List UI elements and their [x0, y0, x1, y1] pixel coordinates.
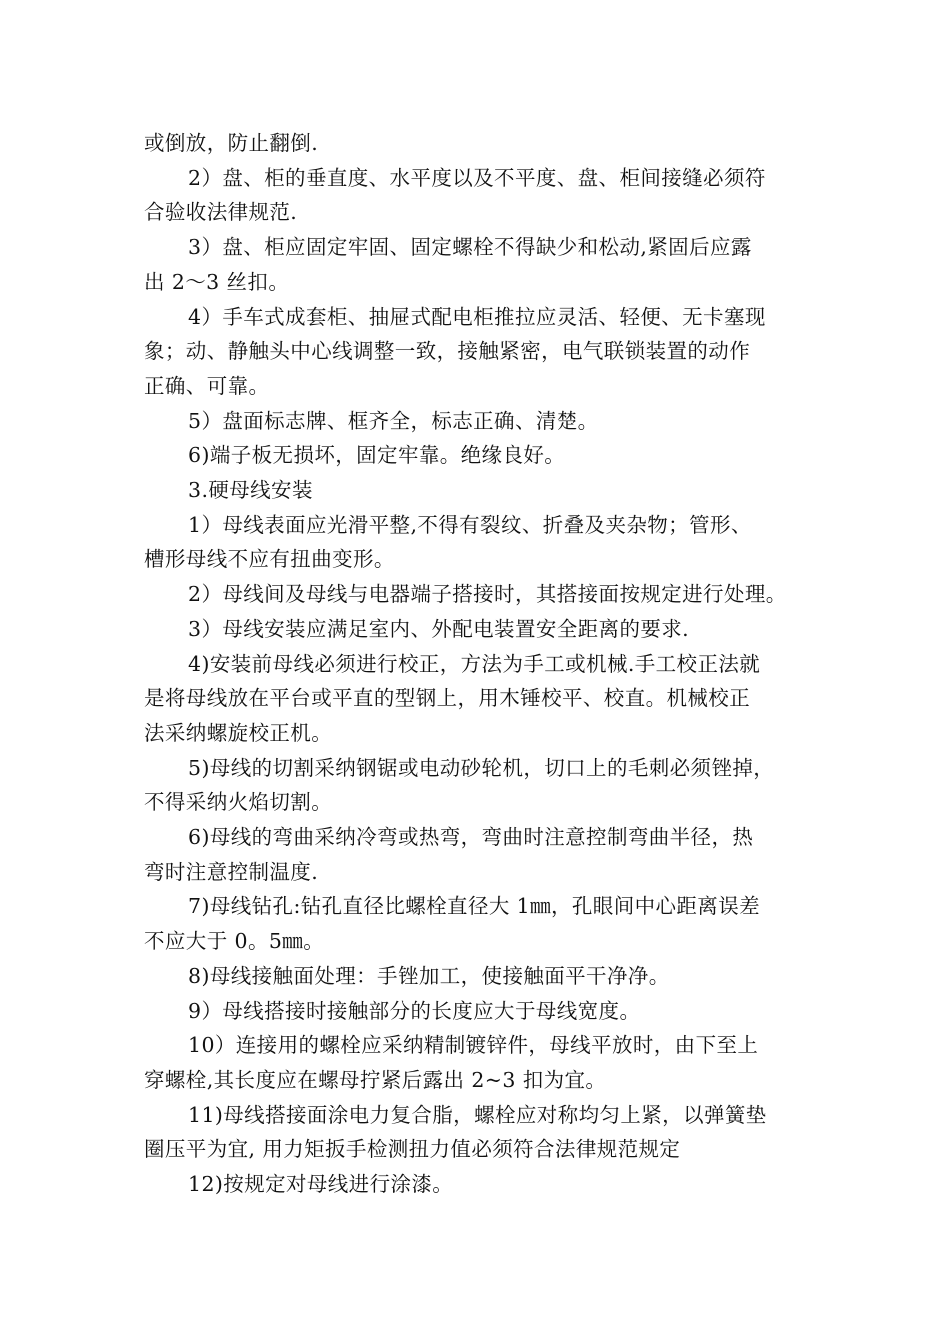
- text-line: 9）母线搭接时接触部分的长度应大于母线宽度。: [188, 998, 641, 1023]
- text-line: 正确、可靠。: [144, 373, 270, 398]
- text-line: 5)母线的切割采纳钢锯或电动砂轮机，切口上的毛刺必须锉掉，: [188, 755, 775, 780]
- text-line: 6)端子板无损坏，固定牢靠。绝缘良好。: [188, 443, 566, 468]
- text-line: 象；动、静触头中心线调整一致，接触紧密，电气联锁装置的动作: [144, 339, 751, 364]
- paragraph: [144, 959, 816, 994]
- paragraph: [144, 1167, 816, 1202]
- text-line: 出 2～3 丝扣。: [144, 269, 290, 294]
- text-line: 2）母线间及母线与电器端子搭接时，其搭接面按规定进行处理。: [188, 582, 787, 607]
- paragraph: [144, 300, 816, 404]
- text-line: 5）盘面标志牌、框齐全，标志正确、清楚。: [188, 408, 599, 433]
- paragraph: [144, 161, 816, 230]
- paragraph: [144, 577, 816, 612]
- text-line: 8)母线接触面处理：手锉加工，使接触面平干净净。: [188, 963, 670, 988]
- text-line: 3）盘、柜应固定牢固、固定螺栓不得缺少和松动,紧固后应露: [188, 235, 752, 260]
- text-line: 3）母线安装应满足室内、外配电装置安全距离的要求.: [188, 616, 690, 641]
- text-line: 11)母线搭接面涂电力复合脂，螺栓应对称均匀上紧，以弹簧垫: [188, 1102, 767, 1127]
- text-line: 槽形母线不应有扭曲变形。: [144, 547, 395, 572]
- document-body: [144, 126, 816, 1202]
- paragraph: [144, 1098, 816, 1167]
- paragraph: [144, 404, 816, 439]
- text-line: 或倒放，防止翻倒.: [144, 131, 319, 155]
- text-line: 12)按规定对母线进行涂漆。: [188, 1172, 454, 1197]
- text-line: 1）母线表面应光滑平整,不得有裂纹、折叠及夹杂物；管形、: [188, 512, 752, 537]
- text-line: 不应大于 0。5㎜。: [144, 929, 325, 954]
- paragraph: [144, 126, 816, 161]
- text-line: 4）手车式成套柜、抽屉式配电柜推拉应灵活、轻便、无卡塞现: [188, 304, 766, 329]
- paragraph: [144, 612, 816, 647]
- paragraph: [144, 438, 816, 473]
- paragraph: [144, 1028, 816, 1097]
- text-line: 2）盘、柜的垂直度、水平度以及不平度、盘、柜间接缝必须符: [188, 165, 766, 190]
- paragraph: [144, 508, 816, 577]
- text-line: 6)母线的弯曲采纳冷弯或热弯，弯曲时注意控制弯曲半径，热: [188, 825, 754, 850]
- paragraph: [144, 230, 816, 299]
- text-line: 穿螺栓,其长度应在螺母拧紧后露出 2~3 扣为宜。: [144, 1067, 607, 1092]
- text-line: 法采纳螺旋校正机。: [144, 720, 333, 745]
- text-line: 弯时注意控制温度.: [144, 859, 319, 884]
- paragraph: [144, 994, 816, 1029]
- text-line: 7)母线钻孔:钻孔直径比螺栓直径大 1㎜，孔眼间中心距离误差: [188, 894, 761, 919]
- text-line: 不得采纳火焰切割。: [144, 790, 333, 815]
- paragraph: [144, 751, 816, 820]
- paragraph: [144, 889, 816, 958]
- paragraph: [144, 473, 816, 508]
- text-line: 合验收法律规范.: [144, 200, 298, 225]
- paragraph: [144, 820, 816, 889]
- paragraph: [144, 647, 816, 751]
- text-line: 4)安装前母线必须进行校正，方法为手工或机械.手工校正法就: [188, 651, 761, 676]
- text-line: 3.硬母线安装: [188, 478, 313, 503]
- text-line: 是将母线放在平台或平直的型钢上，用木锤校平、校直。机械校正: [144, 686, 751, 711]
- text-line: 圈压平为宜, 用力矩扳手检测扭力值必须符合法律规范规定: [144, 1137, 681, 1162]
- text-line: 10）连接用的螺栓应采纳精制镀锌件，母线平放时，由下至上: [188, 1033, 759, 1058]
